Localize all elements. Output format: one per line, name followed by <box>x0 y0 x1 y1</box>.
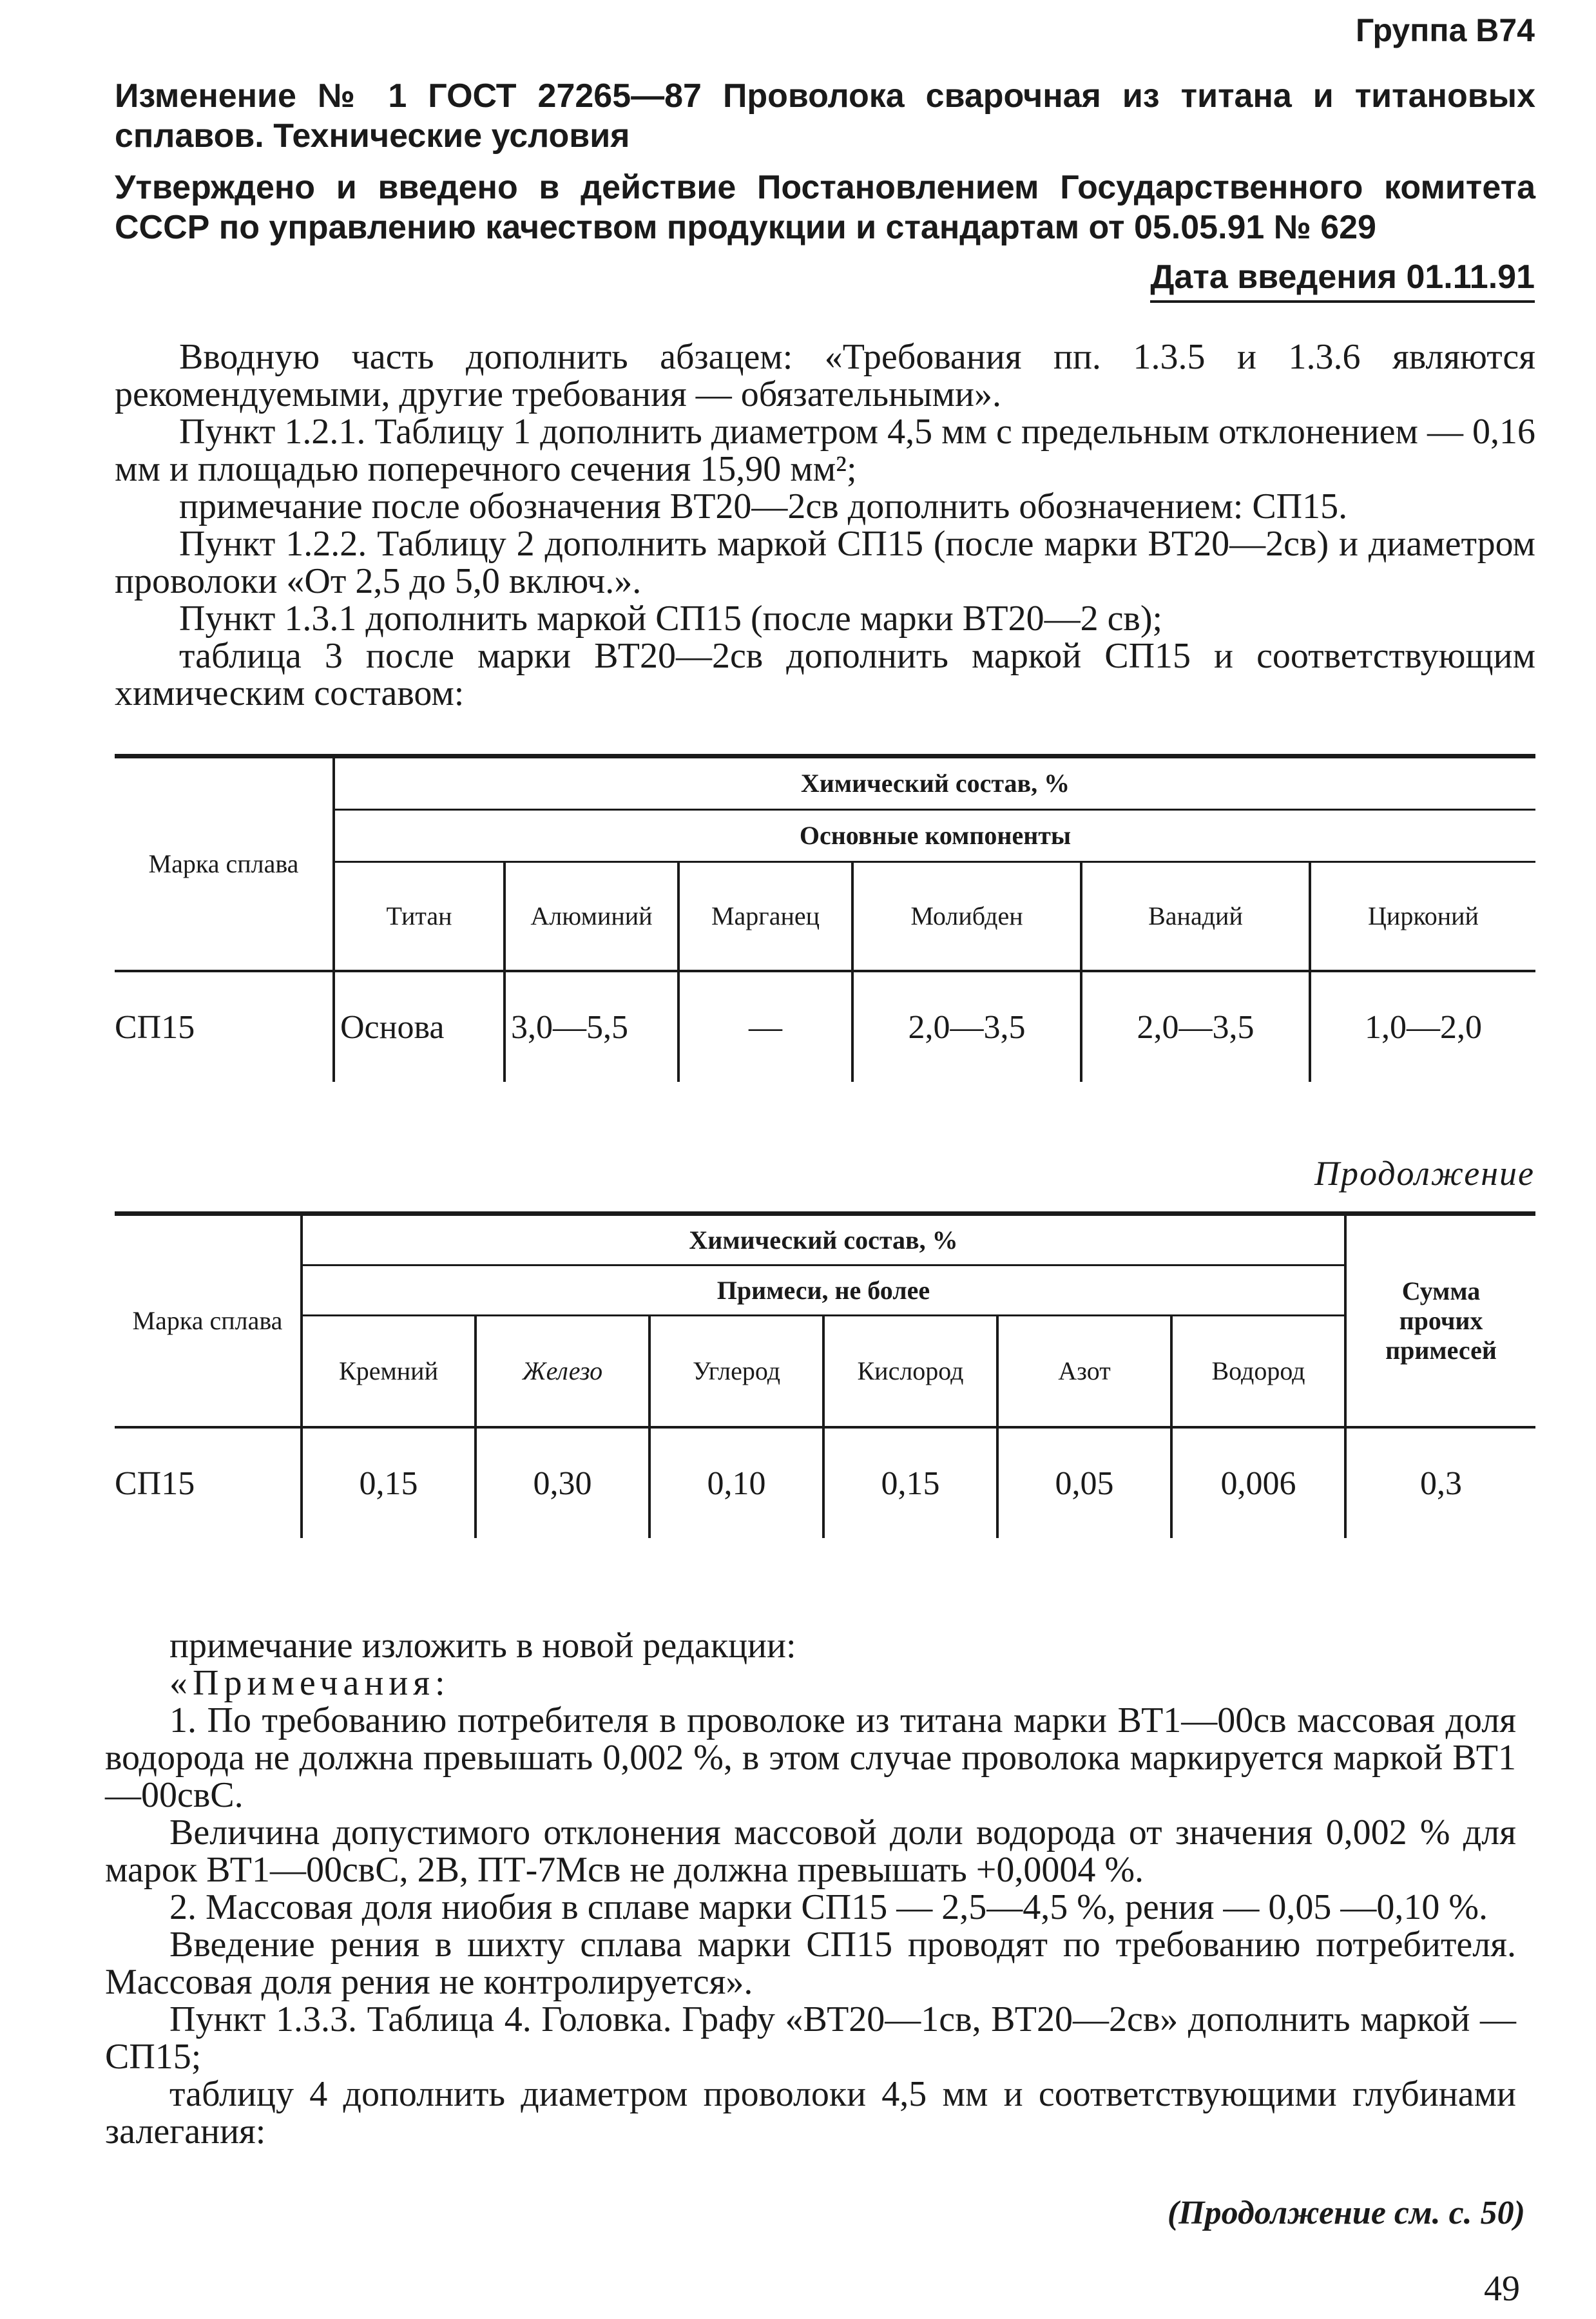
paragraph: таблицу 4 дополнить диаметром проволоки 4,5 мм и соответствующими глубинами залегания: <box>105 2074 1516 2151</box>
value-cell: 0,30 <box>476 1427 649 1538</box>
value-cell: 2,0—3,5 <box>852 971 1081 1082</box>
impurities-header: Примеси, не более <box>302 1265 1345 1316</box>
paragraph: Введение рения в шихту сплава марки СП15 проводят по требованию потребителя. Массовая доля рения не контролируется». <box>105 1925 1516 2002</box>
value-cell: 0,15 <box>823 1427 997 1538</box>
introduction-date: Дата введения 01.11.91 <box>1150 258 1535 303</box>
continuation-label: Продолжение <box>1314 1154 1535 1193</box>
grade-column-header: Марка сплава <box>115 756 334 972</box>
paragraph: Вводную часть дополнить абзацем: «Требования пп. 1.3.5 и 1.3.6 являются рекомендуемыми, другие требования — обязательными». <box>115 337 1535 414</box>
group-label: Группа В74 <box>1356 12 1535 48</box>
approval-statement: Утверждено и введено в действие Постановлением Государственного комитета СССР по управлению качеством продукции и стандартам от 05.05.91 № 629 <box>115 169 1535 246</box>
value-cell: 3,0—5,5 <box>505 971 678 1082</box>
value-cell: Основа <box>334 971 505 1082</box>
paragraph: Величина допустимого отклонения массовой доли водорода от значения 0,002 % для марок ВТ1—00свС, 2В, ПТ-7Мсв не должна превышать +0,0004 %. <box>105 1813 1516 1890</box>
value-cell: 0,10 <box>649 1427 823 1538</box>
paragraph: примечание после обозначения ВТ20—2св дополнить обозначением: СП15. <box>179 486 1348 526</box>
grade-cell: СП15 <box>115 1465 195 1502</box>
column-header: Кислород <box>823 1316 997 1428</box>
column-header: Ванадий <box>1081 862 1310 972</box>
value-cell: 0,006 <box>1171 1427 1345 1538</box>
grade-column-header: Марка сплава <box>115 1214 302 1428</box>
notes-heading: «Примечания: <box>169 1663 450 1703</box>
sum-cell: 0,3 <box>1345 1427 1535 1538</box>
value-cell: 1,0—2,0 <box>1310 971 1535 1082</box>
paragraph: Пункт 1.3.3. Таблица 4. Головка. Графу «ВТ20—1св, ВТ20—2св» дополнить маркой — СП15; <box>105 1999 1516 2077</box>
grade-cell: СП15 <box>115 1008 195 1046</box>
paragraph: 1. По требованию потребителя в проволоке из титана марки ВТ1—00св массовая доля водорода не должна превышать 0,002 %, в этом случае проволока маркируется маркой ВТ1—00свС. <box>105 1700 1516 1815</box>
column-header: Железо <box>476 1316 649 1428</box>
body-text-top <box>115 338 1535 712</box>
composition-group-header: Химический состав, % <box>302 1214 1345 1265</box>
column-header: Марганец <box>678 862 852 972</box>
table-row <box>115 1427 1535 1538</box>
paragraph: Пункт 1.2.2. Таблицу 2 дополнить маркой СП15 (после марки ВТ20—2св) и диаметром проволоки «От 2,5 до 5,0 включ.». <box>115 524 1535 601</box>
paragraph: примечание изложить в новой редакции: <box>169 1626 796 1666</box>
column-header: Кремний <box>302 1316 476 1428</box>
value-cell: 0,15 <box>302 1427 476 1538</box>
continued-on-next-page: (Продолжение см. с. 50) <box>1167 2195 1525 2231</box>
chemical-composition-table-impurities <box>115 1211 1535 1538</box>
body-text-bottom <box>105 1627 1516 2150</box>
page-number: 49 <box>1484 2269 1520 2309</box>
column-header: Водород <box>1171 1316 1345 1428</box>
value-cell: 0,05 <box>997 1427 1171 1538</box>
paragraph: таблица 3 после марки ВТ20—2св дополнить маркой СП15 и соответствующим химическим составом: <box>115 636 1535 713</box>
paragraph: 2. Массовая доля ниобия в сплаве марки СП15 — 2,5—4,5 %, рения — 0,05 —0,10 %. <box>169 1887 1488 1927</box>
value-cell: 2,0—3,5 <box>1081 971 1310 1082</box>
change-title: Изменение № 1 ГОСТ 27265—87 Проволока сварочная из титана и титановых сплавов. Технические условия <box>115 77 1535 155</box>
column-header: Молибден <box>852 862 1081 972</box>
table-row <box>115 971 1535 1082</box>
column-header: Алюминий <box>505 862 678 972</box>
column-header: Цирконий <box>1310 862 1535 972</box>
column-header: Азот <box>997 1316 1171 1428</box>
main-components-header: Основные компоненты <box>334 810 1535 862</box>
paragraph: Пункт 1.3.1 дополнить маркой СП15 (после марки ВТ20—2 св); <box>179 599 1163 639</box>
column-header: Титан <box>334 862 505 972</box>
paragraph: Пункт 1.2.1. Таблицу 1 дополнить диаметром 4,5 мм с предельным отклонением — 0,16 мм и площадью поперечного сечения 15,90 мм²; <box>115 412 1535 489</box>
value-cell: — <box>678 971 852 1082</box>
column-header: Углерод <box>649 1316 823 1428</box>
composition-group-header: Химический состав, % <box>334 756 1535 810</box>
sum-impurities-header: Сумма прочих примесей <box>1345 1214 1535 1428</box>
chemical-composition-table-main <box>115 754 1535 1082</box>
